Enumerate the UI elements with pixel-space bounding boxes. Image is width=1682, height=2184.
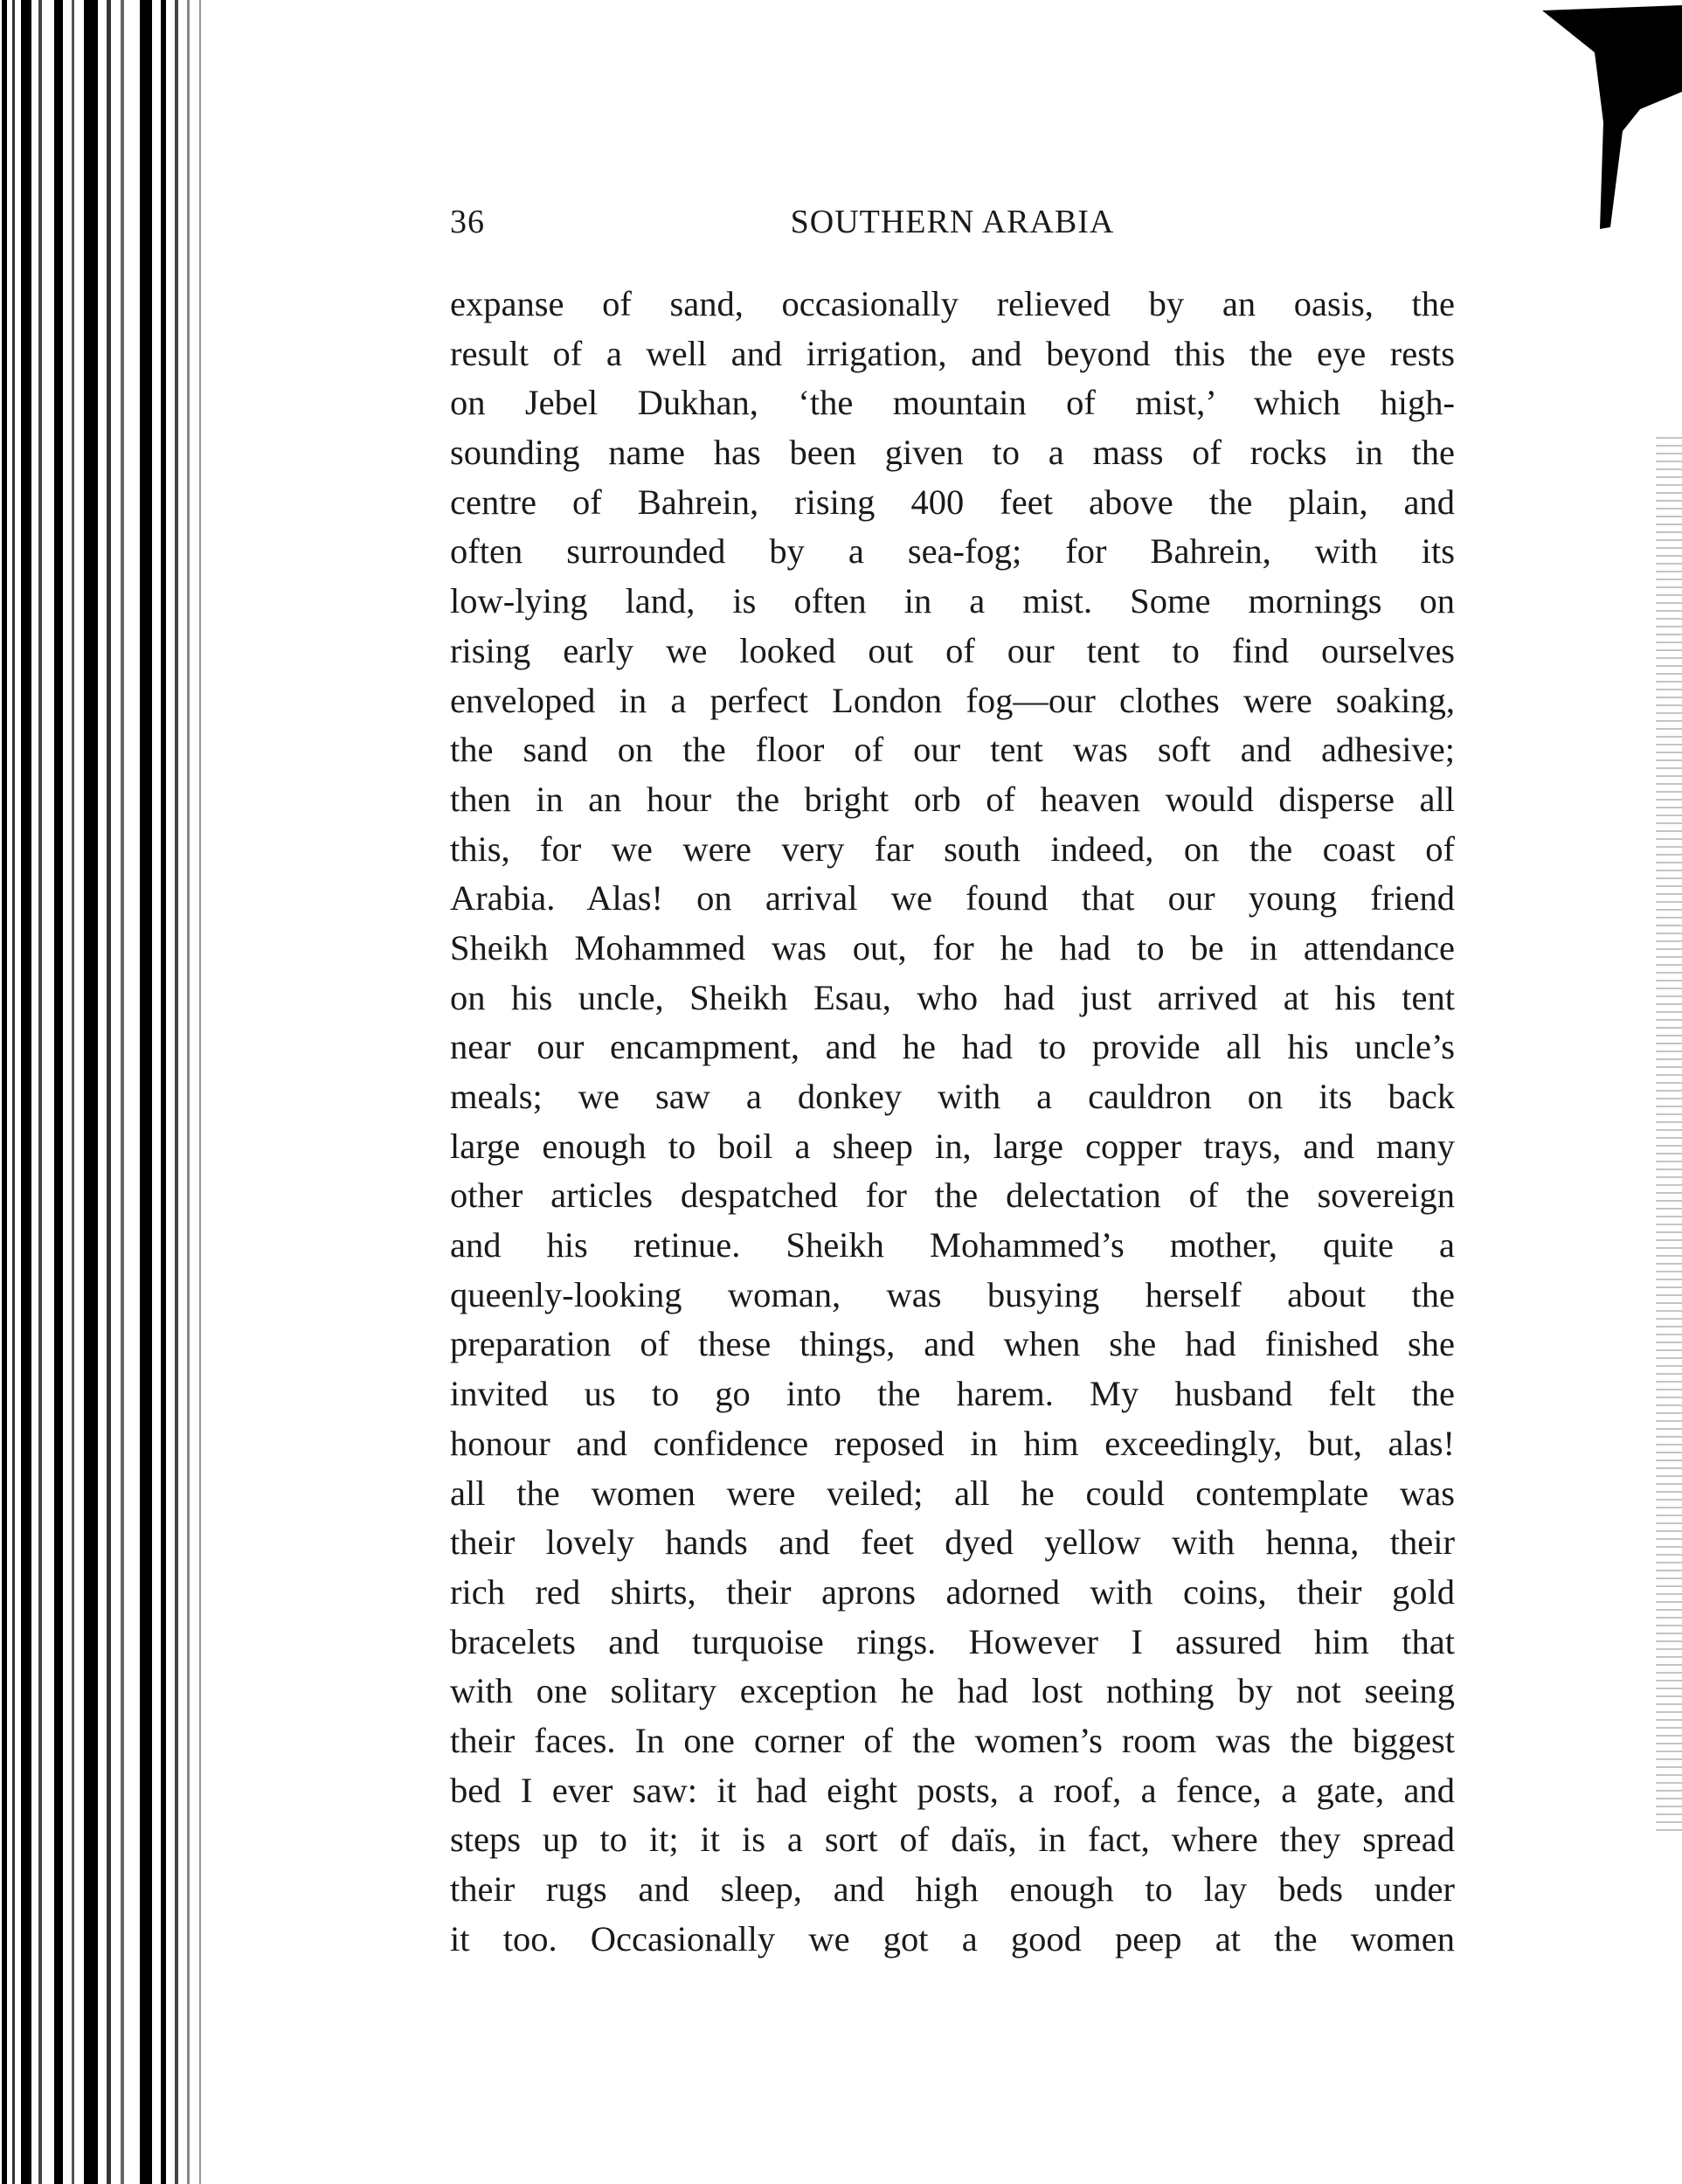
scanned-binding-edge — [0, 0, 210, 2184]
text-line: and his retinue. Sheikh Mohammed’s mother, quite a — [450, 1225, 1455, 1265]
text-line: bed I ever saw: it had eight posts, a roof, a fence, a gate, and — [450, 1770, 1455, 1810]
text-line: steps up to it; it is a sort of daïs, in fact, where they spread — [450, 1820, 1455, 1860]
text-line: their faces. In one corner of the women’s room was the biggest — [450, 1720, 1455, 1760]
text-line: bracelets and turquoise rings. However I assured him that — [450, 1621, 1455, 1661]
text-line: enveloped in a perfect London fog—our clothes were soaking, — [450, 680, 1455, 720]
text-line: low-lying land, is often in a mist. Some mornings on — [450, 581, 1455, 621]
page-edge-shadow — [1656, 437, 1682, 1835]
text-line: expanse of sand, occasionally relieved by an oasis, the — [450, 284, 1455, 323]
text-line: then in an hour the bright orb of heaven would disperse all — [450, 779, 1455, 819]
text-line: large enough to boil a sheep in, large copper trays, and many — [450, 1126, 1455, 1166]
text-line: their rugs and sleep, and high enough to lay beds under — [450, 1869, 1455, 1909]
text-line: other articles despatched for the delectation of the sovereign — [450, 1175, 1455, 1216]
text-line: with one solitary exception he had lost nothing by not seeing — [450, 1671, 1455, 1711]
text-line: Arabia. Alas! on arrival we found that our young friend — [450, 878, 1455, 919]
page-number: 36 — [450, 204, 485, 240]
text-line: result of a well and irrigation, and beyond this the eye rests — [450, 333, 1455, 373]
text-line: this, for we were very far south indeed, on the coast of — [450, 829, 1455, 869]
text-line: on his uncle, Sheikh Esau, who had just arrived at his tent — [450, 977, 1455, 1017]
text-line: invited us to go into the harem. My husband felt the — [450, 1374, 1455, 1414]
running-header — [450, 203, 1455, 255]
text-line: their lovely hands and feet dyed yellow with henna, their — [450, 1522, 1455, 1563]
text-line: rising early we looked out of our tent to find ourselves — [450, 630, 1455, 670]
text-line: on Jebel Dukhan, ‘the mountain of mist,’ which high- — [450, 383, 1455, 423]
page-clip-shadow — [1542, 0, 1682, 236]
text-line: meals; we saw a donkey with a cauldron on its back — [450, 1077, 1455, 1116]
text-line: Sheikh Mohammed was out, for he had to be in attendance — [450, 927, 1455, 967]
text-line: rich red shirts, their aprons adorned with coins, their gold — [450, 1571, 1455, 1612]
text-line: centre of Bahrein, rising 400 feet above the plain, and — [450, 482, 1455, 522]
text-line: honour and confidence reposed in him exceedingly, but, alas! — [450, 1423, 1455, 1463]
text-line: the sand on the floor of our tent was soft and adhesive; — [450, 730, 1455, 770]
text-line: it too. Occasionally we got a good peep at the women — [450, 1918, 1455, 1959]
text-line: sounding name has been given to a mass of rocks in the — [450, 433, 1455, 473]
body-text — [450, 280, 1455, 1964]
text-line: queenly-looking woman, was busying herself about the — [450, 1274, 1455, 1314]
text-line: preparation of these things, and when she had finished she — [450, 1324, 1455, 1364]
text-line: near our encampment, and he had to provide all his uncle’s — [450, 1027, 1455, 1067]
text-line: often surrounded by a sea-fog; for Bahrein, with its — [450, 531, 1455, 572]
text-line: all the women were veiled; all he could contemplate was — [450, 1473, 1455, 1513]
running-head-title: SOUTHERN ARABIA — [790, 204, 1115, 240]
